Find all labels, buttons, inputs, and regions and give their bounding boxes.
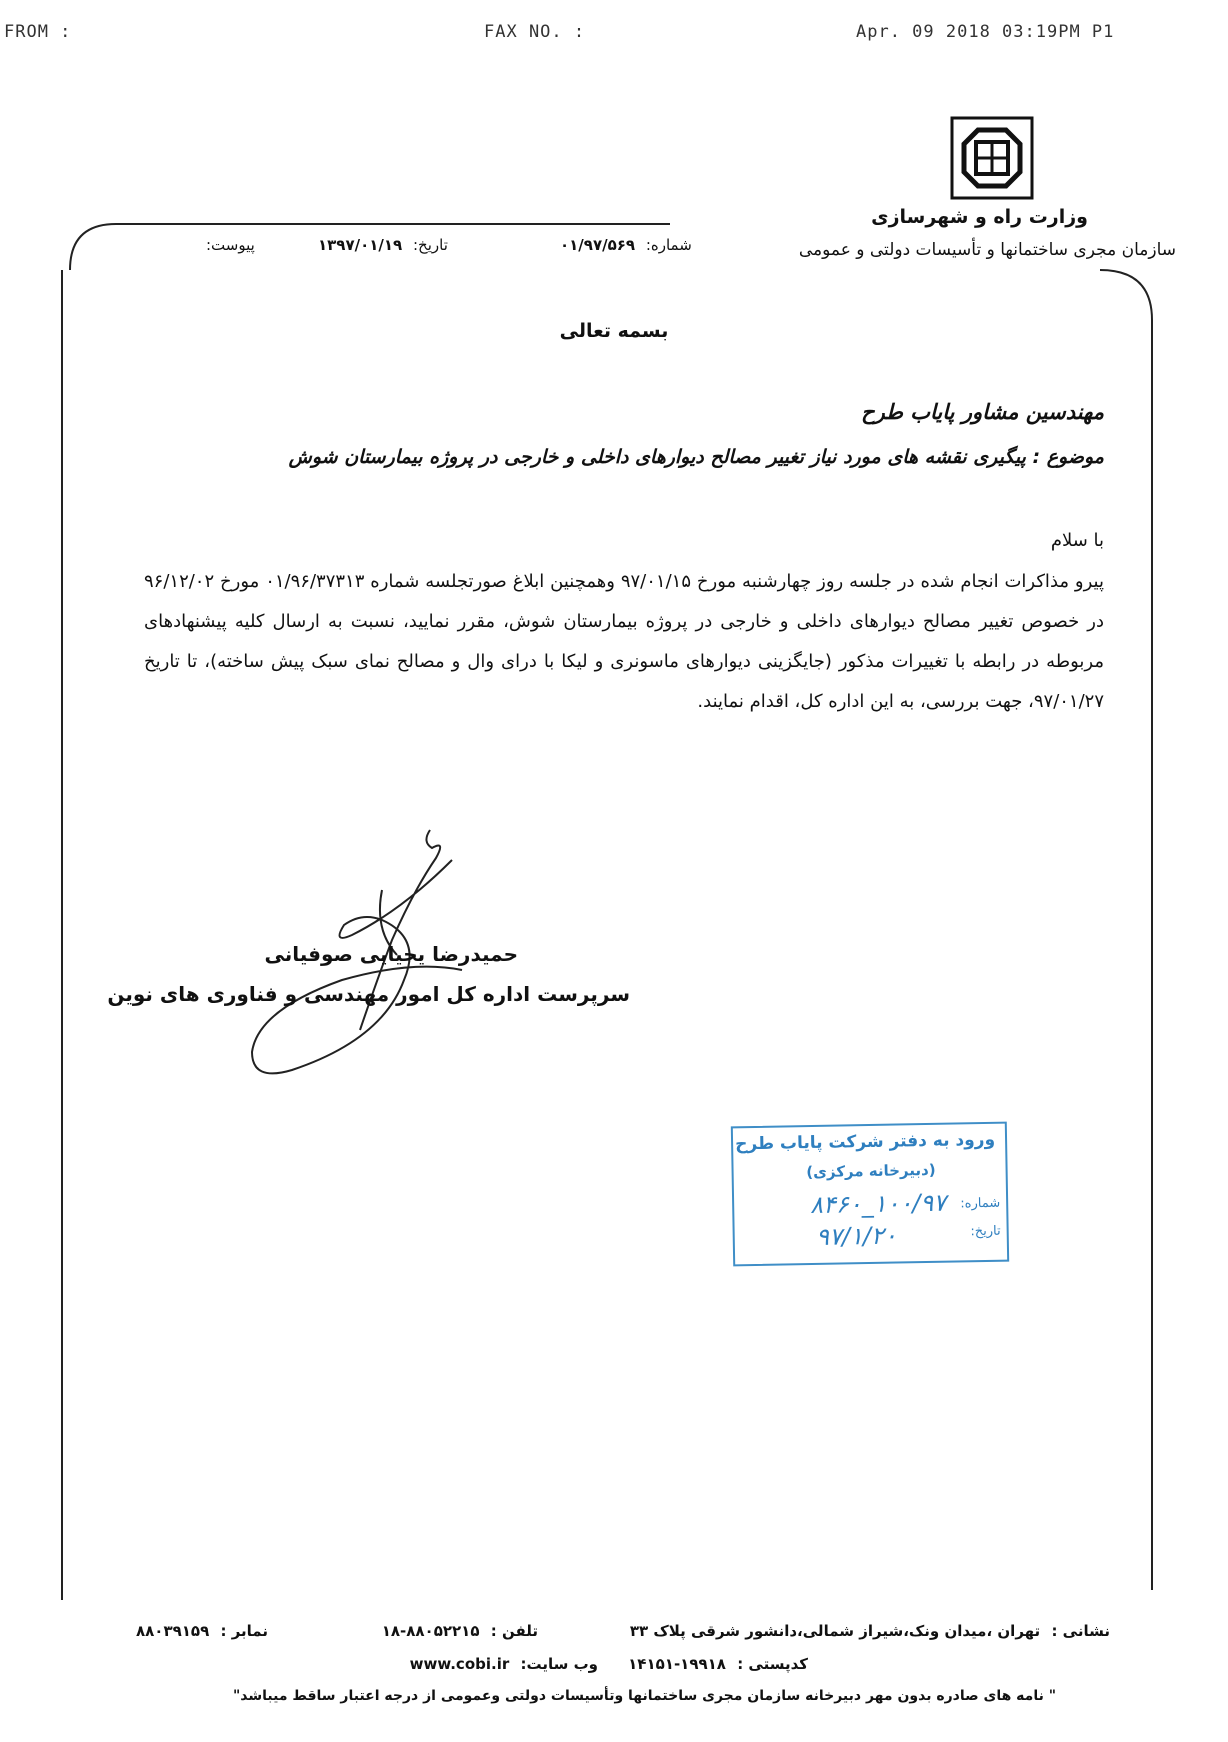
letter-number-value: ۰۱/۹۷/۵۶۹ (560, 236, 636, 254)
agency-name: سازمان مجری ساختمانها و تأسیسات دولتی و عمومی (798, 240, 1176, 260)
footer-website-label: وب سایت: (520, 1655, 598, 1673)
letter-date-label: تاریخ: (412, 236, 448, 254)
footer-fax (136, 1622, 268, 1640)
fax-datetime: Apr. 09 2018 03:19PM P1 (856, 22, 1115, 42)
letter-body: پیرو مذاکرات انجام شده در جلسه روز چهارشنبه مورخ ۹۷/۰۱/۱۵ وهمچنین ابلاغ صورتجلسه شماره ۰۱/۹۶/۳۷۳۱۳ مورخ ۹۶/۱۲/۰۲ در خصوص تغییر مصالح دیوارهای داخلی و خارجی در پروژه بیمارستان شوش، مقرر نمایید، نسبت به ارسال کلیه پیشنهادهای مربوطه در رابطه با تغییرات مذکور (جایگزینی دیوارهای ماسونری و لیکا با درای وال و مصالح نمای سبک پیش ساخته)، تا تاریخ ۹۷/۰۱/۲۷، جهت بررسی، به این اداره کل، اقدام نمایند. (144, 571, 1104, 712)
fax-number: FAX NO. : (484, 22, 586, 42)
footer-postal-code (628, 1655, 808, 1673)
footer-phone-value: ۸۸۰۵۲۲۱۵-۱۸ (381, 1622, 480, 1640)
ministry-emblem-icon (950, 116, 1034, 200)
receipt-stamp (731, 1122, 1009, 1267)
greeting: با سلام (1050, 530, 1104, 551)
footer-website-link[interactable]: www.cobi.ir (409, 1655, 510, 1673)
stamp-number-label: شماره: (960, 1195, 1001, 1212)
footer-postal-value: ۱۹۹۱۸-۱۴۱۵۱ (628, 1655, 726, 1673)
signer-name: حمیدرضا یحیایی صوفیانی (264, 942, 518, 966)
footer-phone-label: تلفن : (490, 1622, 538, 1640)
stamp-number-value: ۱۰۰/۹۷_۸۴۶۰ (809, 1188, 947, 1220)
footer-fax-value: ۸۸۰۳۹۱۵۹ (136, 1622, 210, 1640)
stamp-date-value: ۹۷/۱/۲۰ (815, 1221, 897, 1251)
letter-attachment (200, 236, 255, 254)
letter-attachment-label: پیوست: (206, 236, 255, 254)
ministry-name: وزارت راه و شهرسازی (871, 206, 1088, 228)
footer-validity-note: " نامه های صادره بدون مهر دبیرخانه سازمان مجری ساختمانها وتأسیسات دولتی وعمومی از درجه اعتبار ساقط میباشد" (233, 1688, 1056, 1704)
footer-address-value: تهران ،میدان ونک،شیراز شمالی،دانشور شرقی پلاک ۳۳ (629, 1622, 1041, 1640)
signer-title: سرپرست اداره کل امور مهندسی و فناوری های نوین (107, 982, 630, 1006)
footer-postal-label: کدپستی : (737, 1655, 808, 1673)
stamp-date-label: تاریخ: (970, 1223, 1001, 1240)
footer-fax-label: نمابر : (220, 1622, 268, 1640)
letter-number (560, 236, 692, 254)
footer-phone (382, 1622, 538, 1640)
letter-number-label: شماره: (645, 236, 692, 254)
stamp-title: ورود به دفتر شرکت پایاب طرح (735, 1129, 996, 1155)
subject-line: موضوع : پیگیری نقشه های مورد نیاز تغییر مصالح دیوارهای داخلی و خارجی در پروژه بیمارستان شوش (288, 446, 1104, 468)
addressee: مهندسین مشاور پایاب طرح (861, 400, 1104, 424)
invocation: بسمه تعالی (559, 320, 669, 342)
fax-from: FROM : (4, 22, 72, 42)
letter-date-value: ۱۳۹۷/۰۱/۱۹ (318, 236, 403, 254)
footer-website (410, 1655, 598, 1673)
footer-address (630, 1622, 1110, 1640)
letter-date (318, 236, 448, 254)
footer-address-label: نشانی : (1051, 1622, 1110, 1640)
stamp-subtitle: (دبیرخانه مرکزی) (806, 1160, 936, 1182)
